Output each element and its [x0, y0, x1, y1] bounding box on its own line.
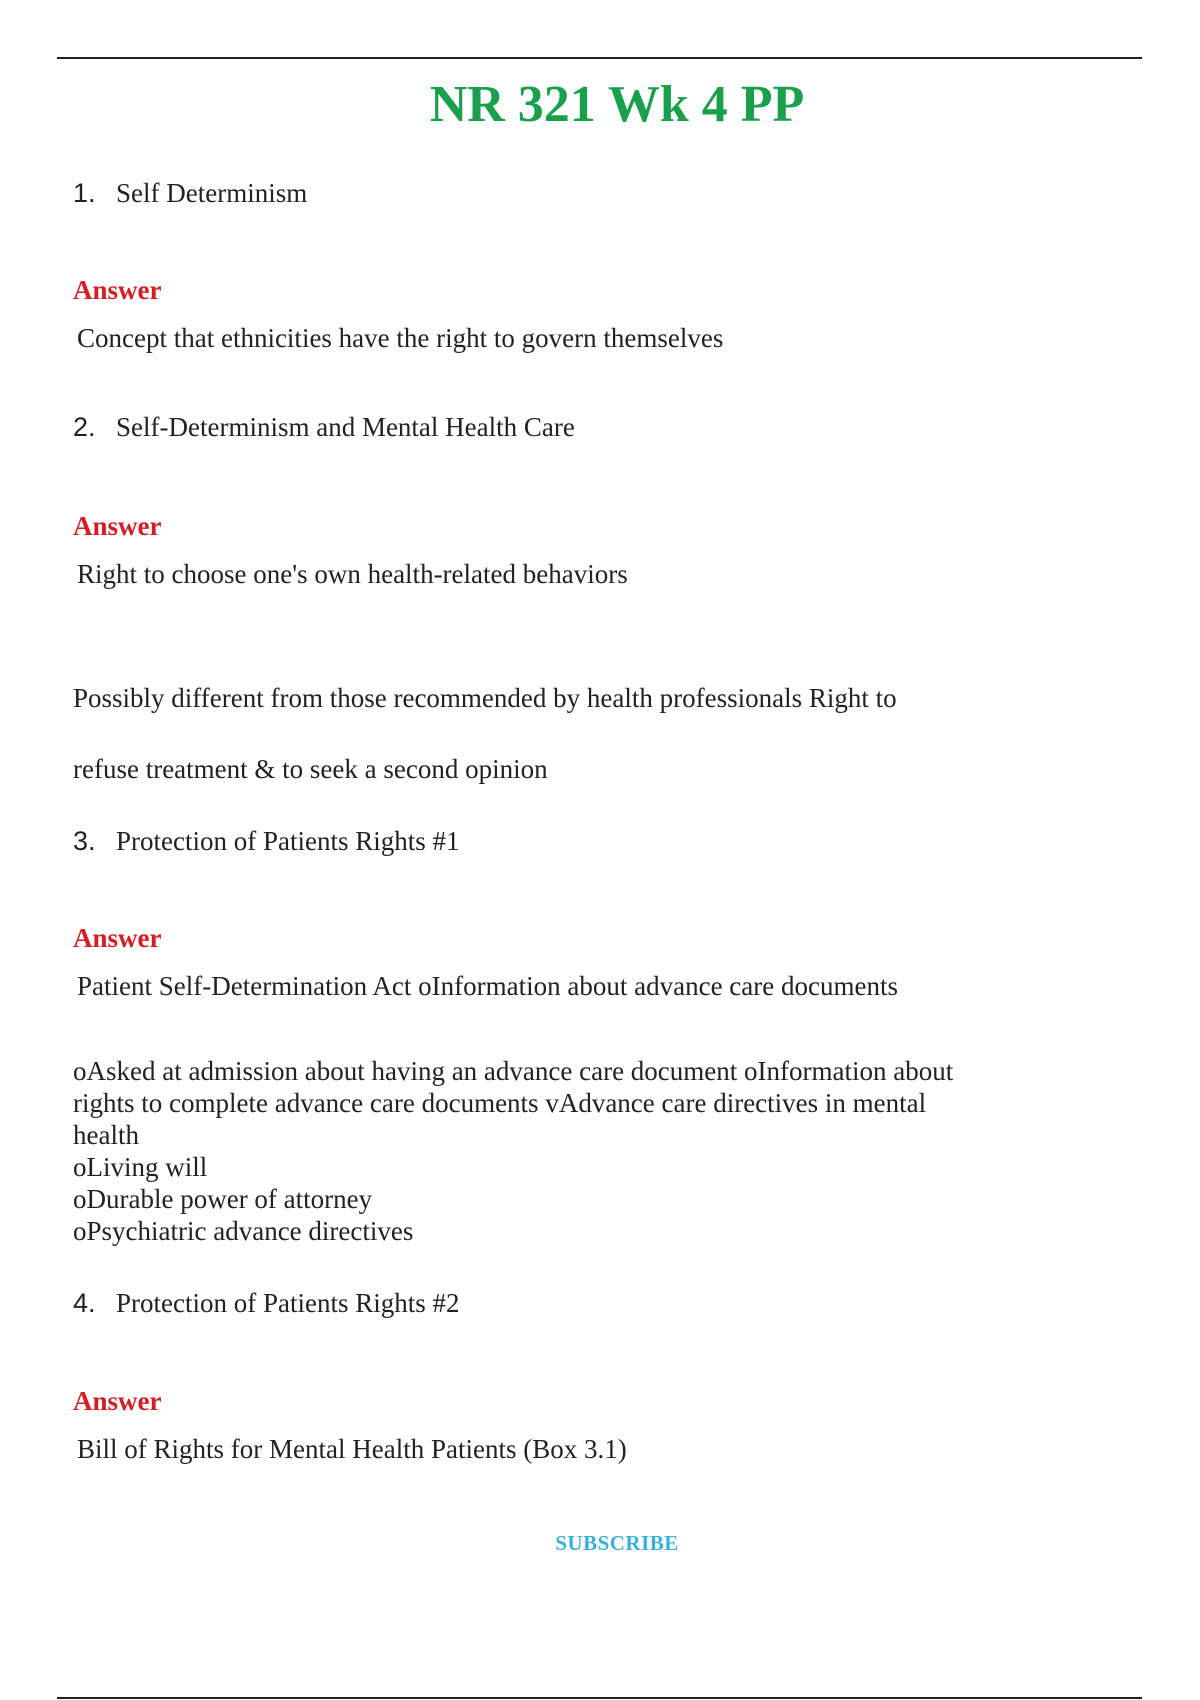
detail-line: oAsked at admission about having an advance care document oInformation about: [73, 1056, 954, 1086]
question-number: 1.: [73, 178, 96, 208]
answer-text-3: Patient Self-Determination Act oInformation about advance care documents: [77, 971, 898, 1001]
detail-line: rights to complete advance care documents vAdvance care directives in mental: [73, 1088, 927, 1118]
question-1: [73, 176, 307, 210]
answer-label-1: Answer: [73, 275, 162, 305]
answer-label-2: Answer: [73, 511, 162, 541]
answer-2-extra-line-1: Possibly different from those recommended by health professionals Right to: [73, 683, 897, 713]
answer-3-details: [73, 1055, 1033, 1247]
document-title: NR 321 Wk 4 PP: [429, 76, 805, 133]
question-number: 3.: [73, 826, 96, 856]
answer-text-2: Right to choose one's own health-related behaviors: [77, 559, 628, 589]
bottom-divider: [57, 1697, 1142, 1699]
question-4: [73, 1286, 460, 1320]
answer-text-1: Concept that ethnicities have the right to govern themselves: [77, 323, 724, 353]
detail-line: oDurable power of attorney: [73, 1184, 373, 1214]
question-text: Self-Determinism and Mental Health Care: [116, 412, 575, 442]
question-2: [73, 410, 575, 444]
question-text: Protection of Patients Rights #1: [116, 826, 460, 856]
question-3: [73, 824, 460, 858]
answer-label-3: Answer: [73, 923, 162, 953]
question-number: 2.: [73, 412, 96, 442]
detail-line: health: [73, 1120, 139, 1150]
question-text: Protection of Patients Rights #2: [116, 1288, 460, 1318]
detail-line: oPsychiatric advance directives: [73, 1216, 414, 1246]
subscribe-link[interactable]: SUBSCRIBE: [555, 1531, 679, 1555]
answer-label-4: Answer: [73, 1386, 162, 1416]
answer-2-extra-line-2: refuse treatment & to seek a second opinion: [73, 754, 548, 784]
question-number: 4.: [73, 1288, 96, 1318]
detail-line: oLiving will: [73, 1152, 208, 1182]
question-text: Self Determinism: [116, 178, 308, 208]
answer-text-4: Bill of Rights for Mental Health Patients (Box 3.1): [77, 1434, 627, 1464]
top-divider: [57, 57, 1142, 59]
